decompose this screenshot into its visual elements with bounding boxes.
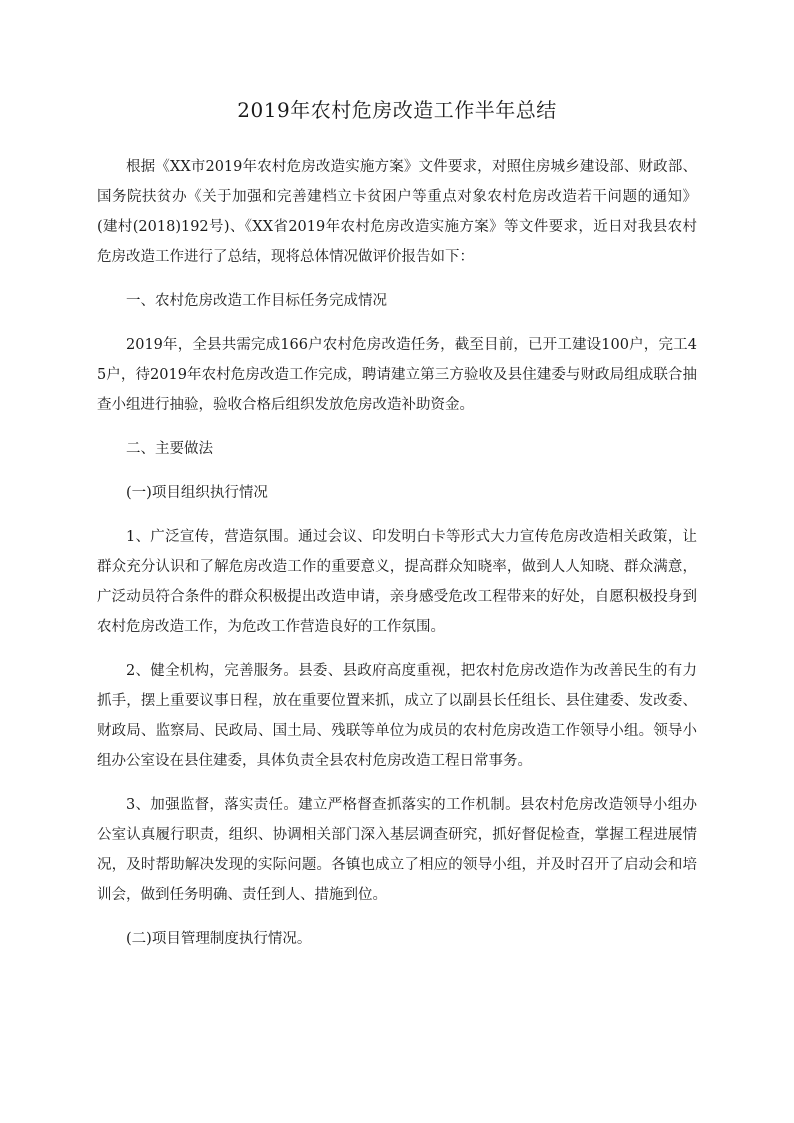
intro-paragraph: 根据《XX市2019年农村危房改造实施方案》文件要求，对照住房城乡建设部、财政部、国务院扶贫办《关于加强和完善建档立卡贫困户等重点对象农村危房改造若干问题的通知》(建村(2018)192号)、《XX省2019年农村危房改造实施方案》等文件要求，近日对我县农村危房改造工作进行了总结，现将总体情况做评价报告如下： (97, 159, 697, 265)
section-2-heading: 二、主要做法 (126, 441, 213, 457)
subsection-2-heading: (二)项目管理制度执行情况。 (126, 931, 312, 947)
section-1-heading: 一、农村危房改造工作目标任务完成情况 (126, 293, 387, 309)
document-title: 2019年农村危房改造工作半年总结 (237, 98, 557, 122)
document-body (97, 152, 697, 968)
subsection-1-heading: (一)项目组织执行情况 (126, 485, 268, 501)
item-2-paragraph: 2、健全机构，完善服务。县委、县政府高度重视，把农村危房改造作为改善民生的有力抓手，摆上重要议事日程，放在重要位置来抓，成立了以副县长任组长、县住建委、发改委、财政局、监察局、民政局、国土局、残联等单位为成员的农村危房改造工作领导小组。领导小组办公室设在县住建委，具体负责全县农村危房改造工程日常事务。 (97, 663, 697, 769)
section-1-paragraph: 2019年，全县共需完成166户农村危房改造任务，截至目前，已开工建设100户，完工45户，待2019年农村危房改造工作完成，聘请建立第三方验收及县住建委与财政局组成联合抽查小组进行抽验，验收合格后组织发放危房改造补助资金。 (97, 337, 697, 413)
item-1-paragraph: 1、广泛宣传，营造氛围。通过会议、印发明白卡等形式大力宣传危房改造相关政策，让群众充分认识和了解危房改造工作的重要意义，提高群众知晓率，做到人人知晓、群众满意，广泛动员符合条件的群众积极提出改造申请，亲身感受危改工程带来的好处，自愿积极投身到农村危房改造工作，为危改工作营造良好的工作氛围。 (97, 529, 697, 635)
item-3-paragraph: 3、加强监督，落实责任。建立严格督查抓落实的工作机制。县农村危房改造领导小组办公室认真履行职责，组织、协调相关部门深入基层调查研究，抓好督促检查，掌握工程进展情况，及时帮助解决发现的实际问题。各镇也成立了相应的领导小组，并及时召开了启动会和培训会，做到任务明确、责任到人、措施到位。 (97, 797, 697, 903)
